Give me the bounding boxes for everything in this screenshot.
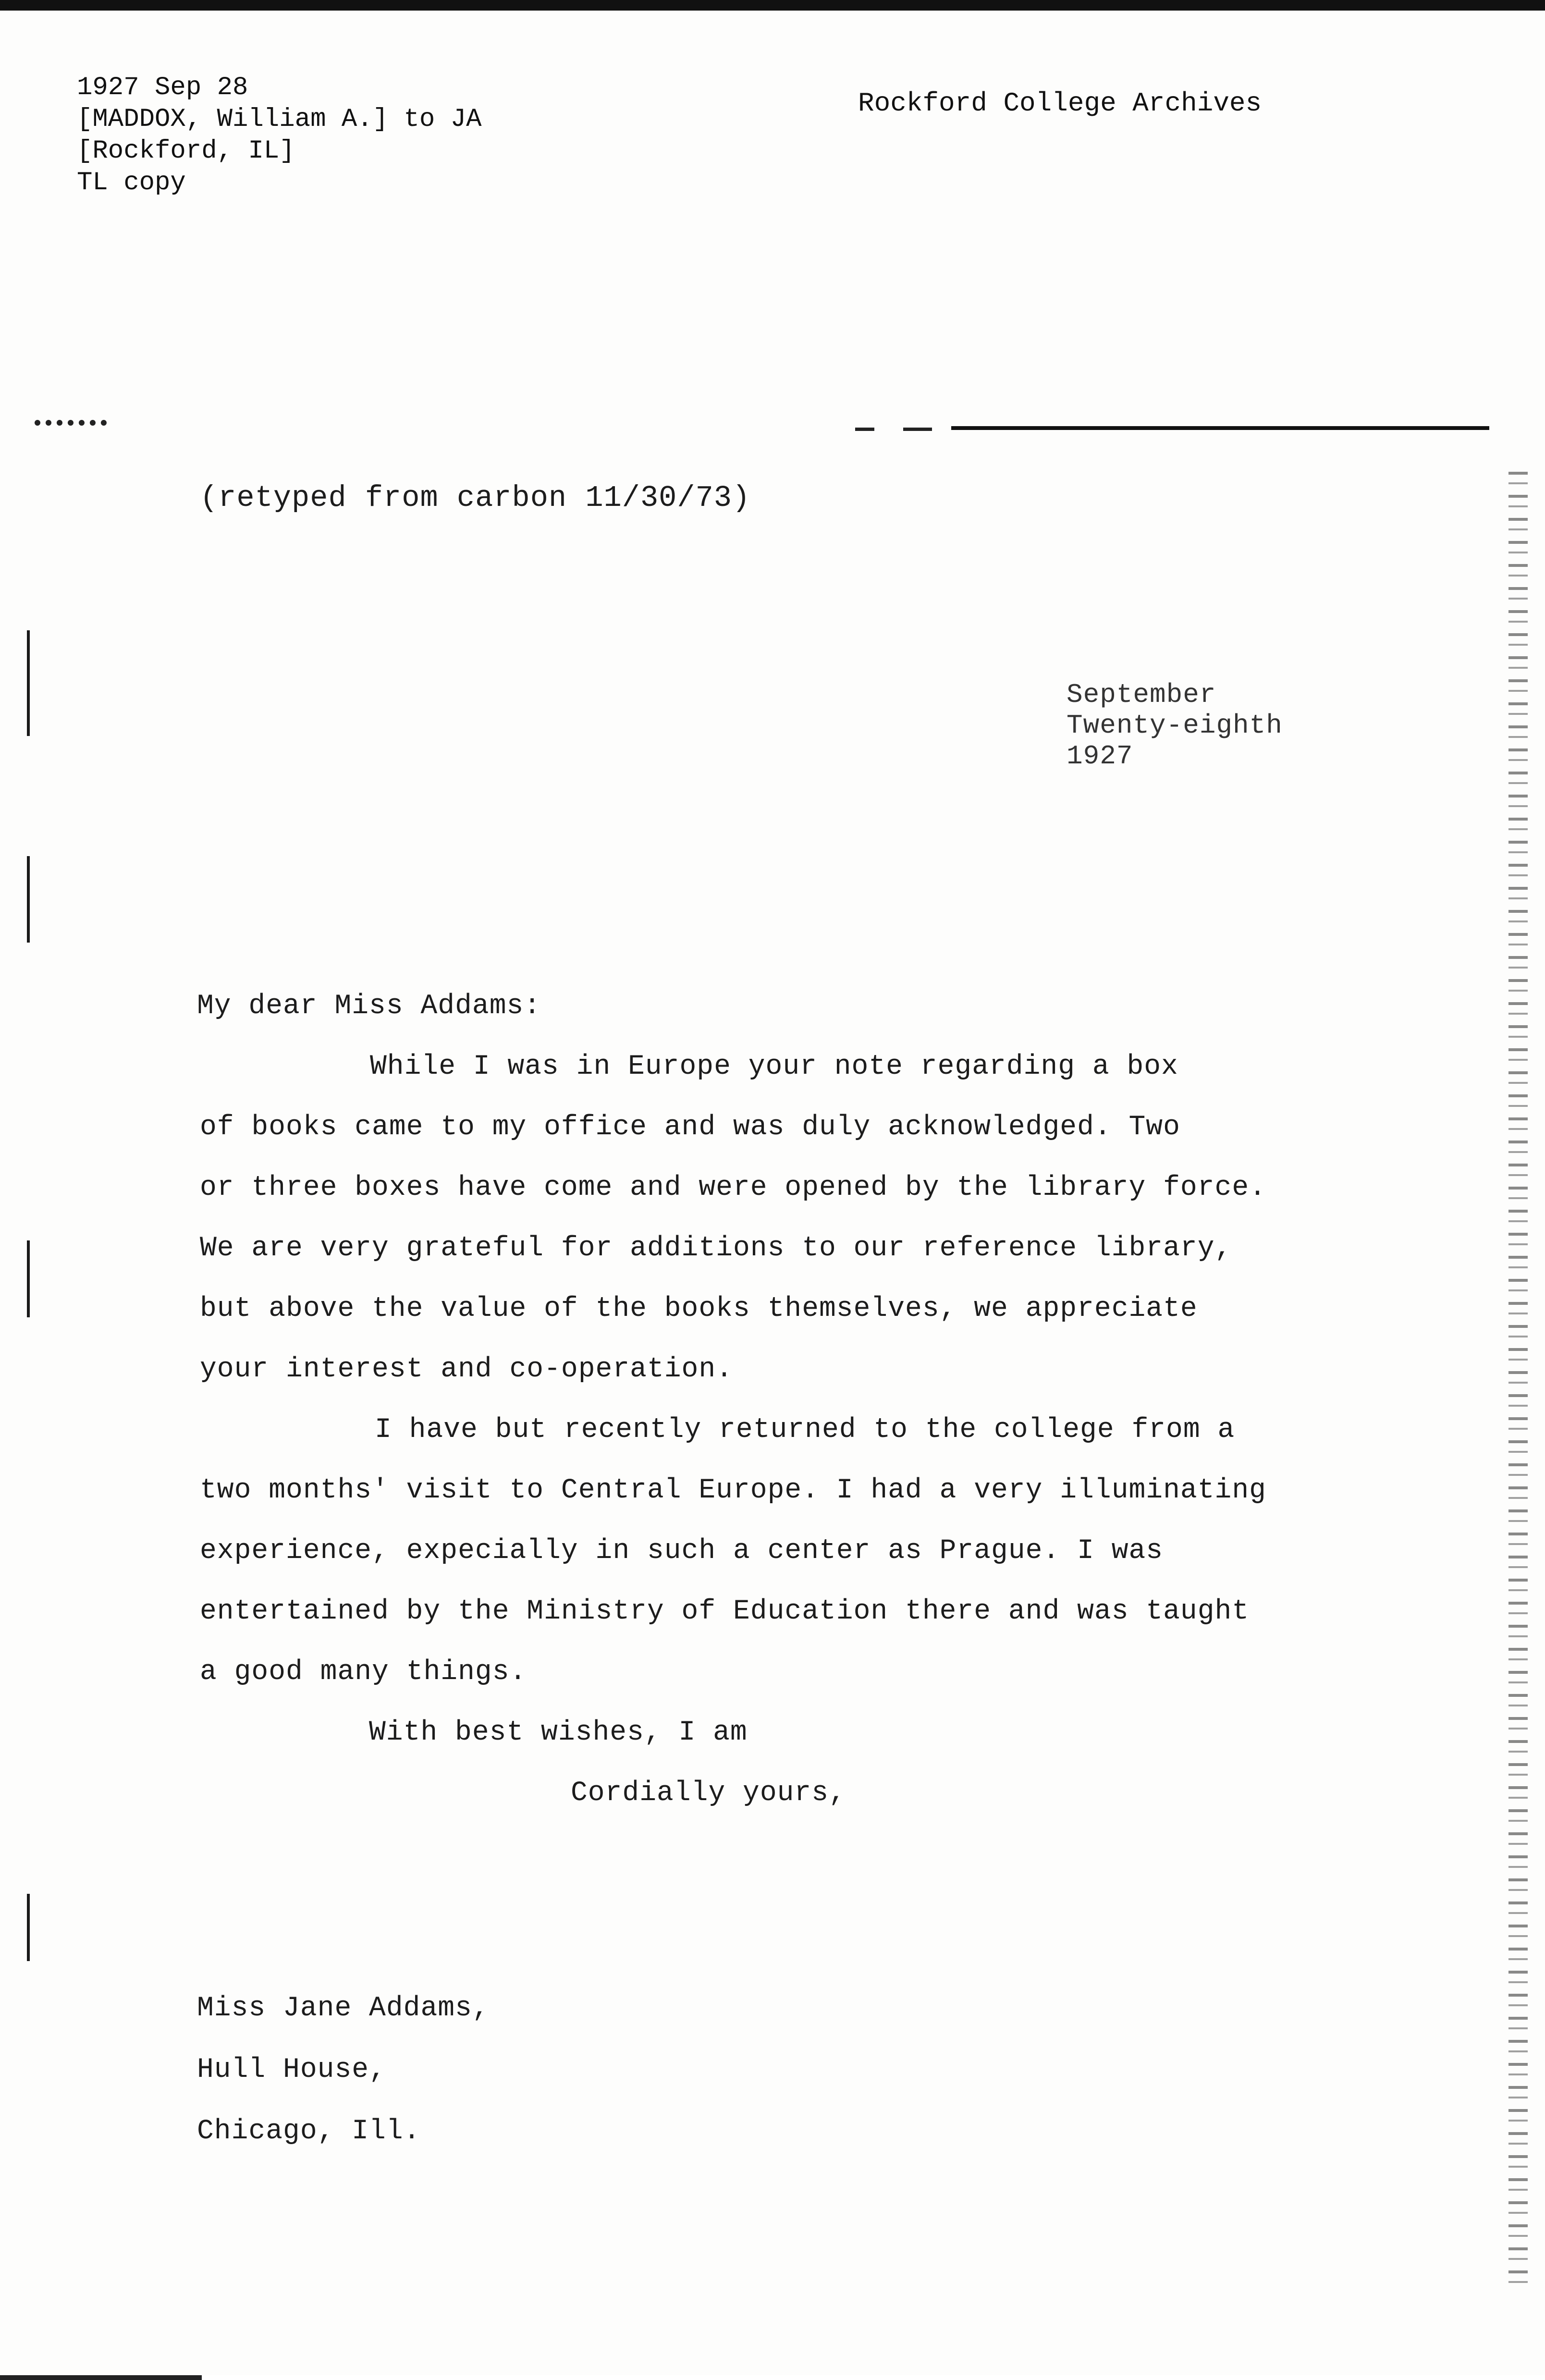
body-line: entertained by the Ministry of Education there and was taught <box>200 1596 1250 1627</box>
address-line: Miss Jane Addams, <box>197 1993 490 2024</box>
body-line: two months' visit to Central Europe. I had a very illuminating <box>200 1475 1266 1506</box>
salutation: My dear Miss Addams: <box>197 991 541 1022</box>
body-line: a good many things. <box>200 1656 527 1688</box>
header-correspondents: [MADDOX, William A.] to JA <box>77 105 482 134</box>
retyped-note: (retyped from carbon 11/30/73) <box>200 481 751 515</box>
date-month: September <box>1067 679 1216 710</box>
body-line: or three boxes have come and were opened by the library force. <box>200 1172 1266 1203</box>
scan-edge-mark <box>27 630 30 736</box>
closing: Cordially yours, <box>571 1778 846 1809</box>
body-line: While I was in Europe your note regarding a box <box>370 1051 1178 1082</box>
scan-corner-mark <box>35 420 107 426</box>
body-line: I have but recently returned to the college from a <box>375 1414 1235 1446</box>
archive-header <box>77 72 482 199</box>
address-line: Chicago, Ill. <box>197 2116 421 2147</box>
sign-off-line: With best wishes, I am <box>369 1717 748 1748</box>
address-line: Hull House, <box>197 2054 386 2086</box>
scan-rule-dash <box>903 428 932 431</box>
letter-date <box>1067 679 1283 772</box>
archive-label: Rockford College Archives <box>858 88 1262 119</box>
header-type: TL copy <box>77 168 186 197</box>
date-day: Twenty-eighth <box>1067 710 1283 741</box>
scan-right-edge <box>1508 472 1528 2293</box>
body-line: We are very grateful for additions to our reference library, <box>200 1233 1232 1264</box>
date-year: 1927 <box>1067 741 1133 772</box>
header-place: [Rockford, IL] <box>77 136 295 166</box>
scan-rule-dash <box>855 428 874 431</box>
body-line: of books came to my office and was duly acknowledged. Two <box>200 1112 1180 1143</box>
header-date: 1927 Sep 28 <box>77 73 248 102</box>
scan-rule-line <box>951 426 1489 430</box>
scan-edge-mark <box>27 1894 30 1961</box>
body-line: your interest and co-operation. <box>200 1354 733 1385</box>
scan-edge-mark <box>27 856 30 943</box>
body-line: but above the value of the books themselves, we appreciate <box>200 1293 1198 1325</box>
body-line: experience, expecially in such a center as Prague. I was <box>200 1535 1164 1567</box>
scan-bottom-edge <box>0 2375 202 2380</box>
scan-edge-mark <box>27 1240 30 1317</box>
